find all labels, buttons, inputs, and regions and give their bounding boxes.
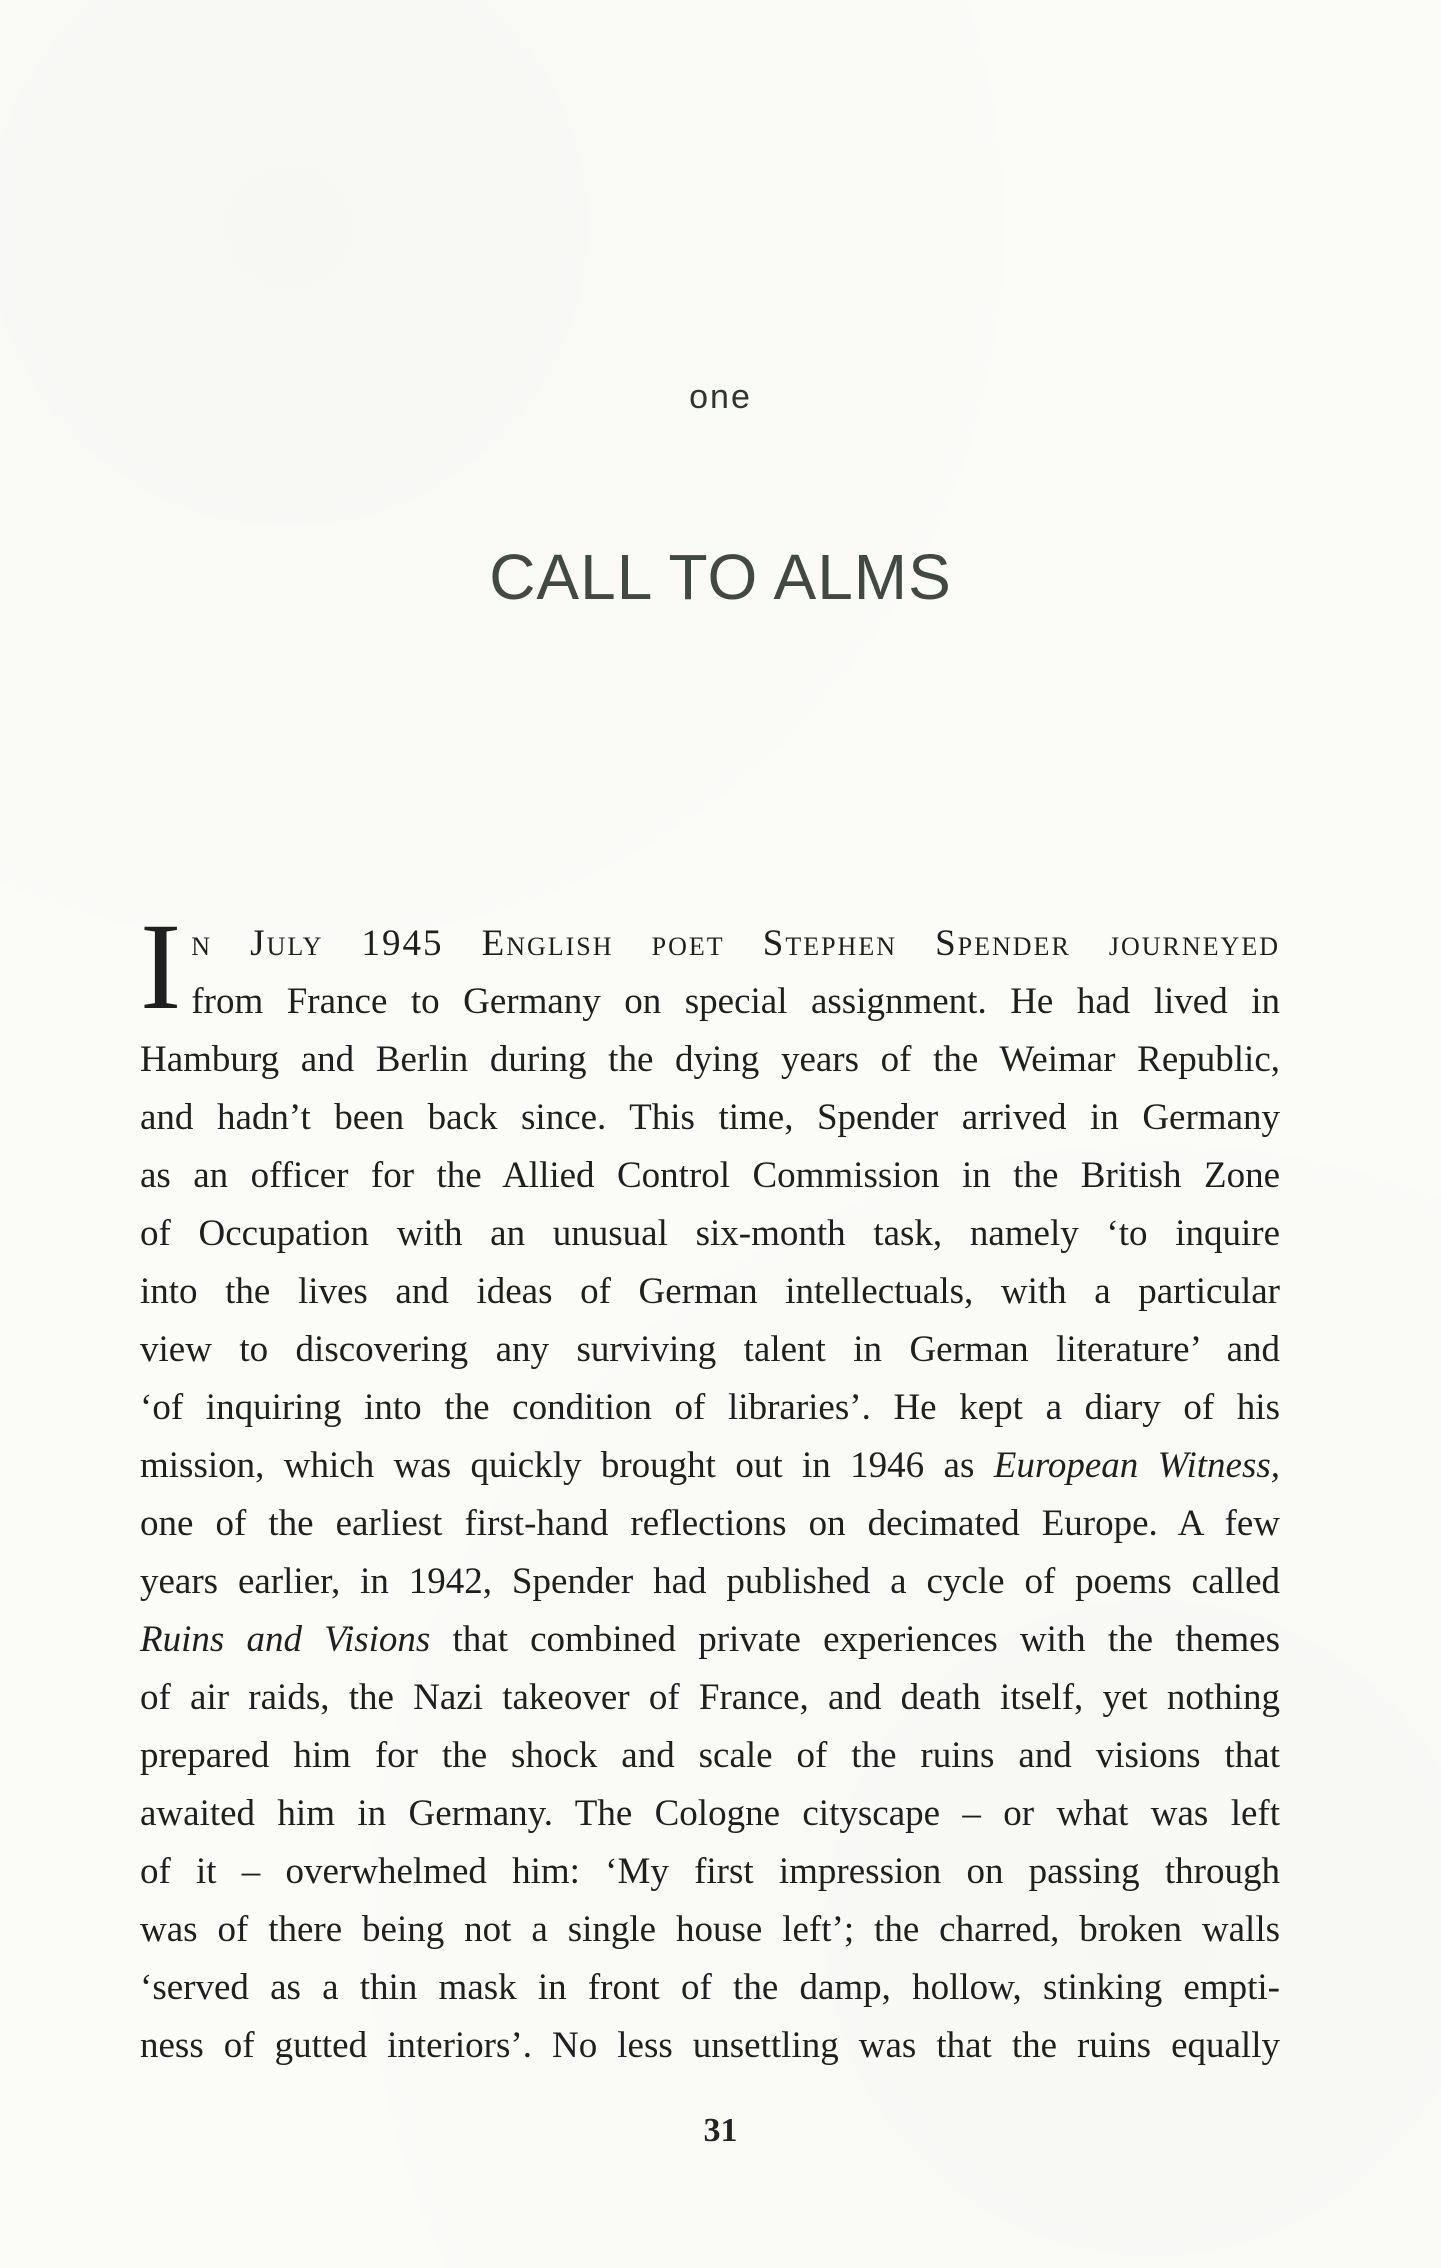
body-line: into the lives and ideas of German intellectuals, with a particular (140, 1271, 1280, 1312)
body-line-mission (140, 1437, 1280, 1495)
body-line: prepared him for the shock and scale of the ruins and visions that (140, 1735, 1280, 1776)
drop-cap: I (140, 898, 182, 1035)
body-line: and hadn’t been back since. This time, Spender arrived in Germany (140, 1097, 1280, 1138)
body-line: of Occupation with an unusual six-month task, namely ‘to inquire (140, 1213, 1280, 1254)
body-line: ‘of inquiring into the condition of libraries’. He kept a diary of his (140, 1387, 1280, 1428)
body-line: of it – overwhelmed him: ‘My first impression on passing through (140, 1851, 1280, 1892)
page-number: 31 (703, 2112, 738, 2149)
body-line: awaited him in Germany. The Cologne cityscape – or what was left (140, 1793, 1280, 1834)
chapter-number: one (689, 378, 752, 416)
body-line: was of there being not a single house left’; the charred, broken walls (140, 1909, 1280, 1950)
opening-line-2: from France to Germany on special assignment. He had lived in (191, 981, 1280, 1022)
title-ruins-and-visions: Ruins and Visions (140, 1619, 431, 1660)
body-line-ruins (140, 1611, 1280, 1669)
body-line: ness of gutted interiors’. No less unsettling was that the ruins equally (140, 2025, 1280, 2066)
body-text (140, 898, 1280, 2075)
body-line: Hamburg and Berlin during the dying years of the Weimar Republic, (140, 1039, 1280, 1080)
body-line: as an officer for the Allied Control Commission in the British Zone (140, 1155, 1280, 1196)
body-line: ‘served as a thin mask in front of the damp, hollow, stinking empti- (140, 1967, 1280, 2008)
body-line: of air raids, the Nazi takeover of France, and death itself, yet nothing (140, 1677, 1280, 1718)
mission-text: mission, which was quickly brought out in 1946 as (140, 1445, 994, 1486)
opening-smallcaps: n July 1945 English poet Stephen Spender journeyed (191, 923, 1280, 964)
body-line: one of the earliest first-hand reflections on decimated Europe. A few (140, 1503, 1280, 1544)
chapter-title: CALL TO ALMS (489, 541, 952, 613)
body-line: years earlier, in 1942, Spender had published a cycle of poems called (140, 1561, 1280, 1602)
ruins-rest-text: that combined private experiences with the themes (430, 1619, 1280, 1660)
title-european-witness: European Witness, (993, 1445, 1280, 1486)
body-line: view to discovering any surviving talent in German literature’ and (140, 1329, 1280, 1370)
opening-paragraph (140, 898, 1280, 1035)
